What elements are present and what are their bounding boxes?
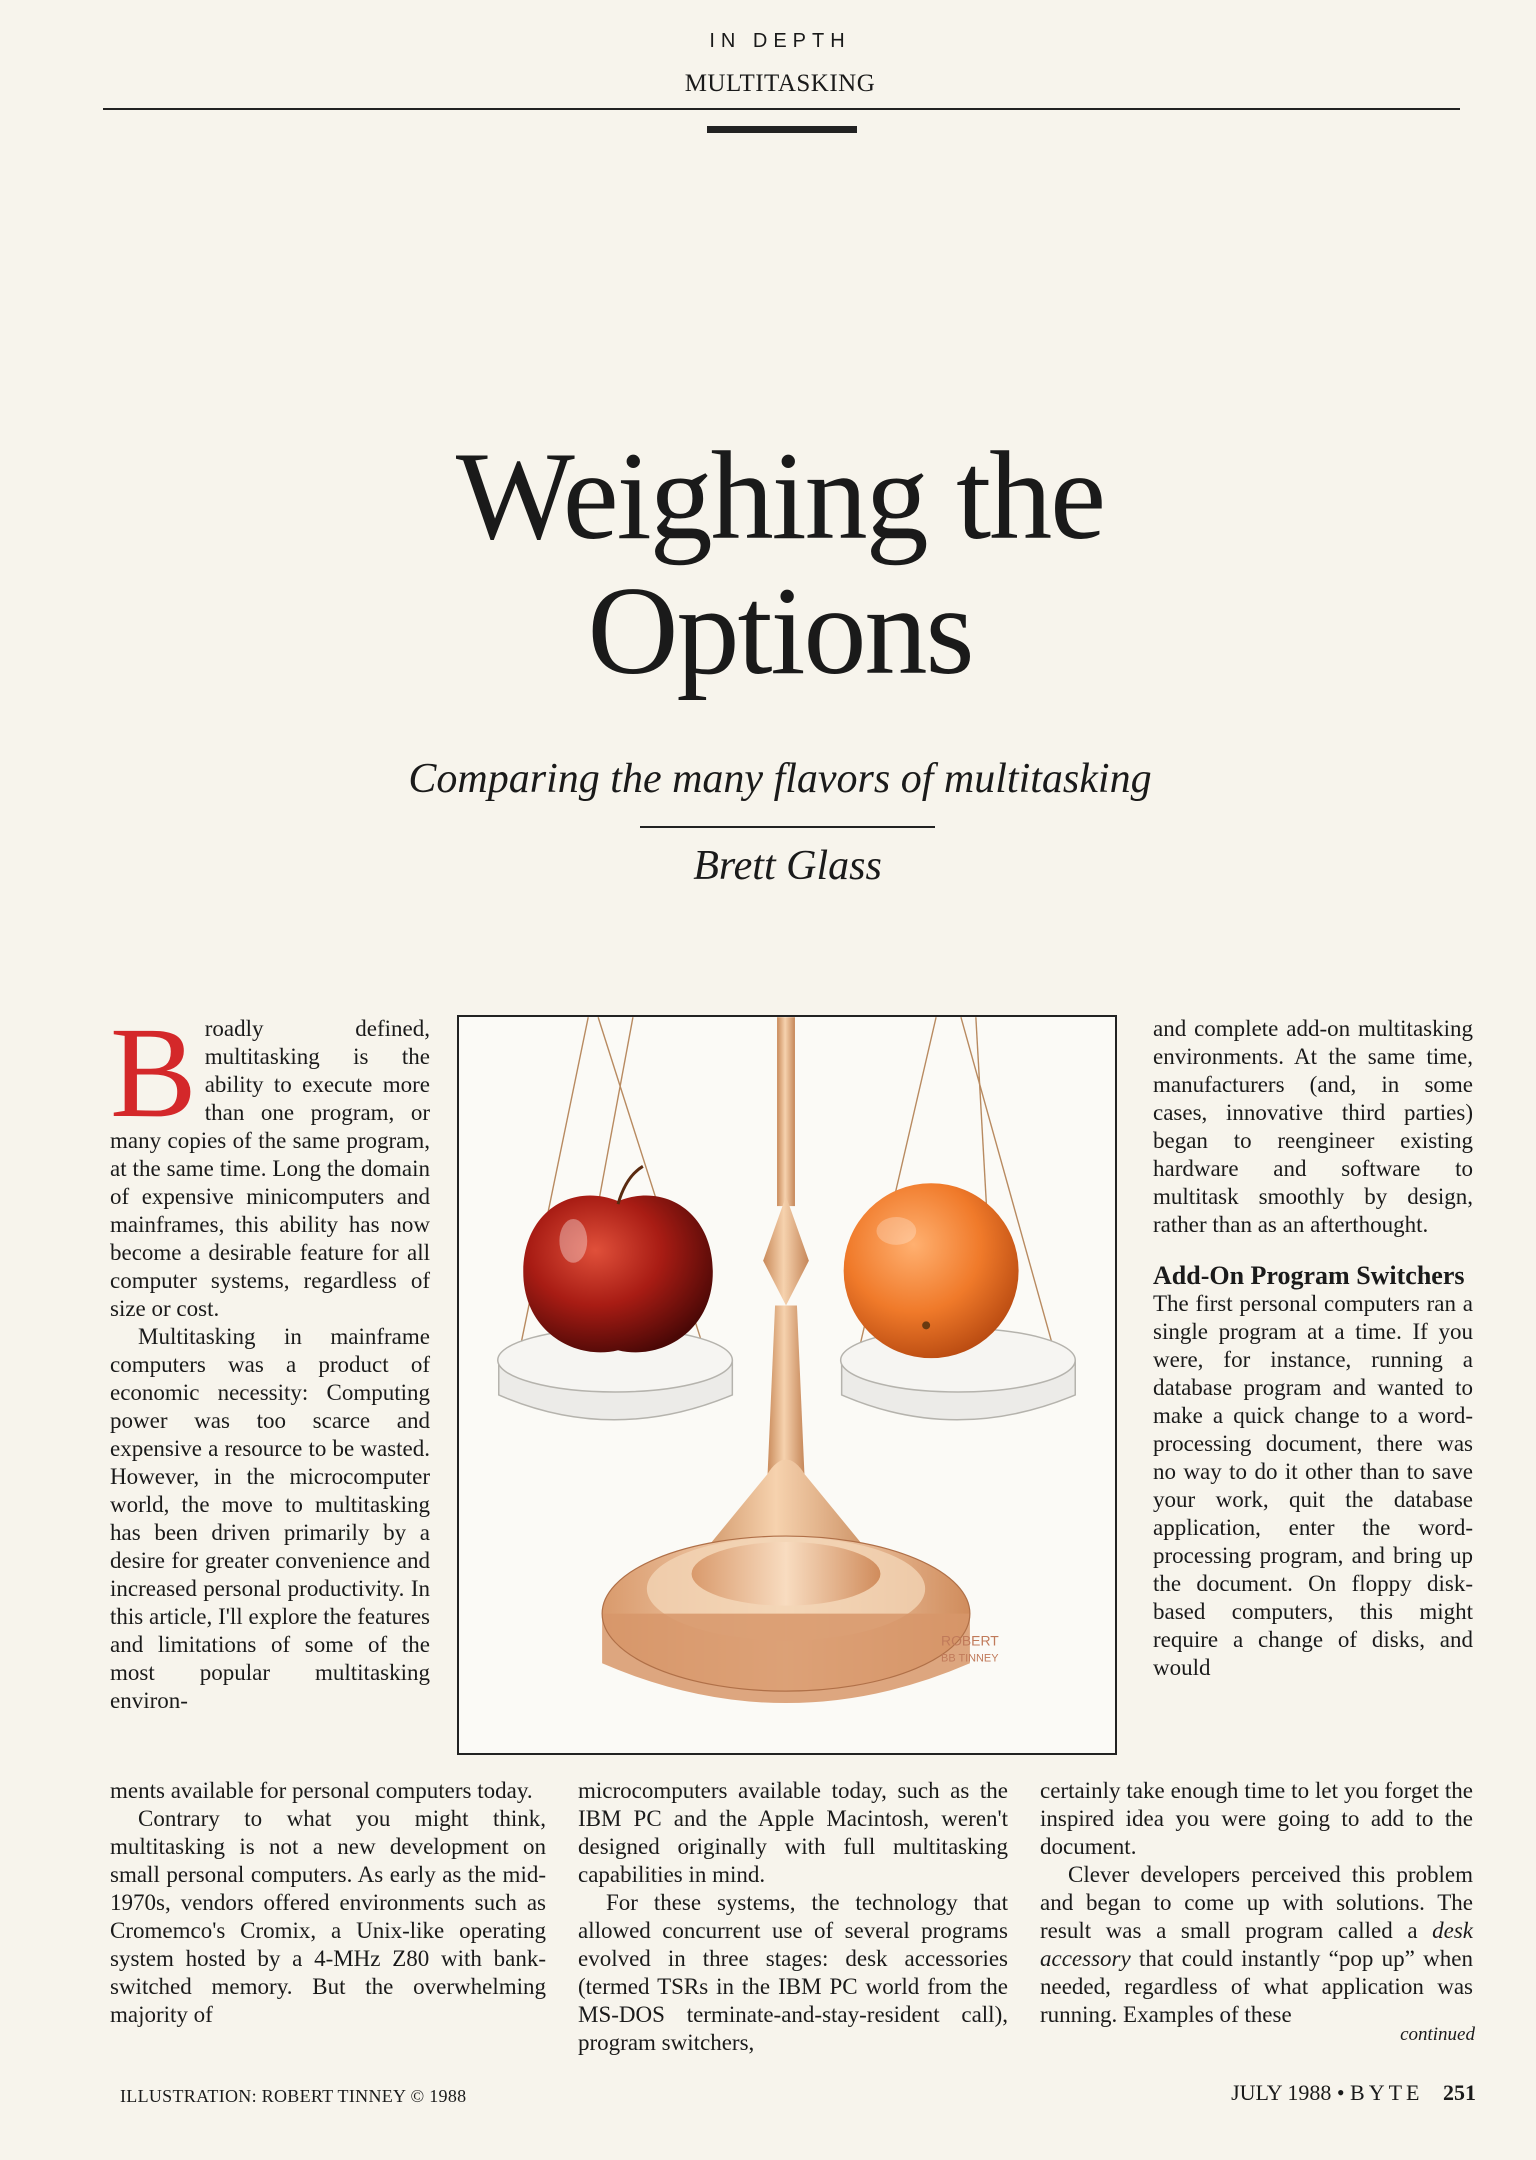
title-line-1: Weighing the: [455, 427, 1105, 566]
subhead-add-on-program-switchers: Add-On Program Switchers: [1153, 1261, 1465, 1290]
page-folio: [1160, 2080, 1476, 2106]
paragraph: [1040, 1861, 1473, 2029]
article-title: [300, 427, 1260, 701]
paragraph: The first personal computers ran a single program at a time. If you were, for instance, running a database program and wanted to make a quick change to a word-processing document, there was no way to do it other than to save your work, quit the database application, enter the word-processing program, and bring up the document. On floppy disk-based computers, this might require a change of disks, and would: [1153, 1291, 1473, 1680]
article-subtitle: Comparing the many flavors of multitasking: [408, 756, 1152, 802]
paragraph: Contrary to what you might think, multitasking is not a new development on small personal computers. As early as the mid-1970s, vendors offered environments such as Cromemco's Cromix, a Unix-like operating system hosted by a 4-MHz Z80 with bank-switched memory. But the overwhelming majority of: [110, 1806, 546, 2027]
issue-date: JULY 1988: [1231, 2080, 1332, 2105]
orange: [844, 1183, 1019, 1358]
text-run: Clever developers perceived this problem and began to come up with solutions. The result was a small program called a: [1040, 1862, 1473, 1943]
column-3-top: [1153, 1015, 1473, 1682]
paragraph: ments available for personal computers today.: [110, 1778, 533, 1803]
paragraph: certainly take enough time to let you forget the inspired idea you were going to add to the document.: [1040, 1778, 1473, 1859]
title-line-2: Options: [587, 561, 973, 701]
paragraph: For these systems, the technology that allowed concurrent use of several programs evolved in three stages: desk accessories (termed TSRs in the IBM PC world from the MS-DOS terminate-and-stay-resident call), program switchers,: [578, 1890, 1008, 2055]
paragraph: Multitasking in mainframe computers was a product of economic necessity: Computing power was too scarce and expensive a resource to be wasted. However, in the microcomputer world, the move to multitasking has been driven primarily by a desire for greater convenience and increased personal productivity. In this article, I'll explore the features and limitations of some of the most popular multitasking environ-: [110, 1324, 430, 1713]
text-run: that could instantly “pop up” when needed, regardless of what application was running. Examples of these: [1040, 1946, 1473, 2027]
page-number: 251: [1443, 2080, 1476, 2105]
scale-base: [602, 1536, 970, 1703]
section-label: MULTITASKING: [684, 70, 876, 97]
continued-label: continued: [1400, 2024, 1475, 2045]
column-2: [578, 1777, 1008, 2057]
paragraph: and complete add-on multitasking environments. At the same time, manufacturers (and, in some cases, innovative third parties) began to reengineer existing hardware and software to multitask smoothly by design, rather than as an afterthought.: [1153, 1016, 1473, 1237]
illustration-credit: ILLUSTRATION: ROBERT TINNEY © 1988: [120, 2086, 467, 2106]
column-1-top: [110, 1001, 430, 1715]
column-3-bottom: [1040, 1777, 1473, 2029]
magazine-name: BYTE: [1350, 2080, 1424, 2105]
paragraph: roadly defined, multitasking is the ability to execute more than one program, or many copies of the same program, at the same time. Long the domain of expensive minicomputers and mainframes, this ability has now become a desirable feature for all computer systems, regardless of size or cost.: [110, 1016, 430, 1321]
drop-cap: B: [110, 1001, 197, 1145]
artist-signature-line-2: BB TINNEY: [941, 1652, 999, 1665]
folio-separator: •: [1336, 2080, 1345, 2105]
byline-rule: [640, 826, 935, 828]
column-1-bottom: [110, 1777, 546, 2029]
emphasis-desk-accessory: desk accessory: [1040, 1918, 1474, 1971]
kicker: IN DEPTH: [709, 30, 851, 52]
illustration-artwork: [459, 1017, 1115, 1753]
author-byline: Brett Glass: [693, 843, 882, 889]
header-accent-rule: [707, 126, 857, 133]
header-rule: [103, 108, 1460, 110]
artist-signature-line-1: ROBERT: [941, 1632, 999, 1649]
illustration-scale-apple-orange: [457, 1015, 1117, 1755]
paragraph: microcomputers available today, such as the IBM PC and the Apple Macintosh, weren't designed originally with full multitasking capabilities in mind.: [578, 1778, 1008, 1887]
